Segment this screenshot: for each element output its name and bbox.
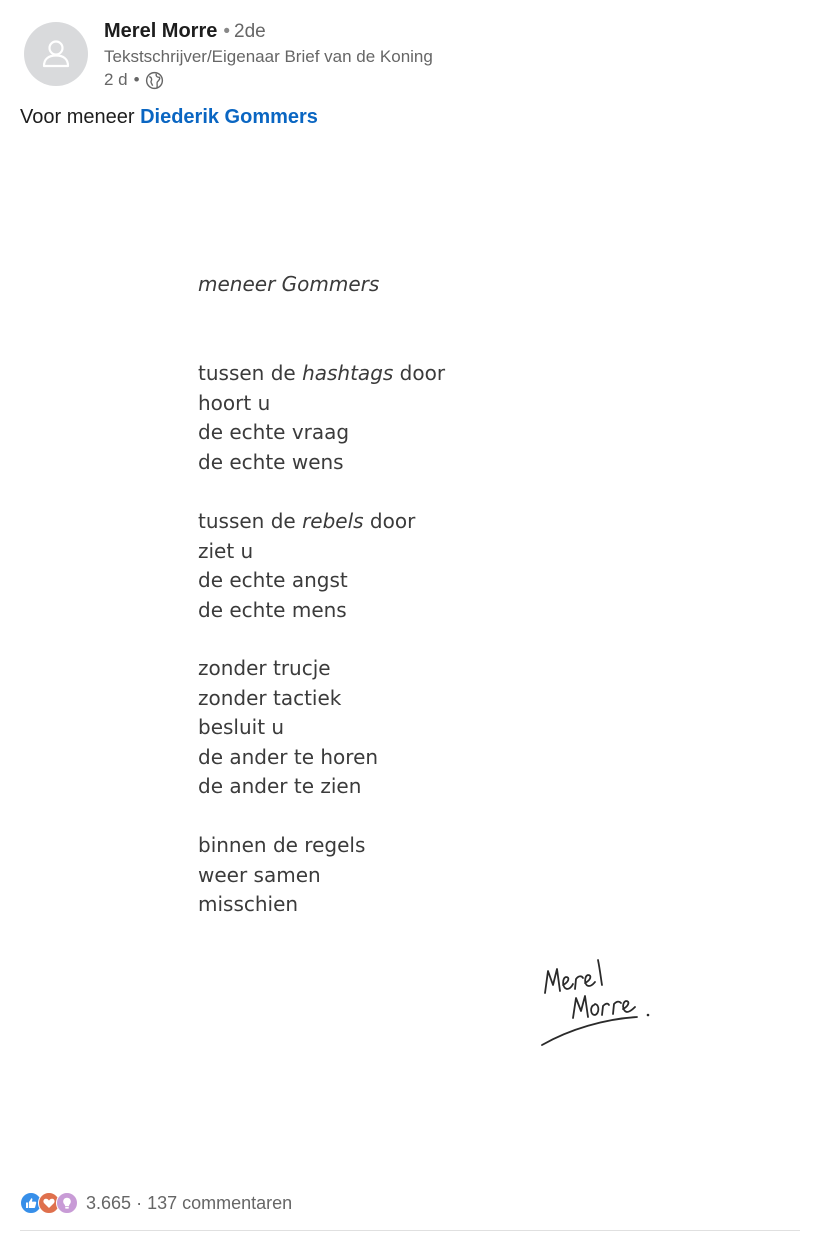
person-placeholder-icon (39, 37, 73, 71)
count-separator: · (136, 1192, 143, 1213)
comments-count[interactable]: 137 commentaren (147, 1192, 293, 1213)
reactions-summary[interactable] (20, 1192, 78, 1214)
avatar[interactable] (24, 22, 88, 86)
poem-line: misschien (198, 892, 299, 917)
post-text (20, 106, 318, 129)
mention-link[interactable]: Diederik Gommers (140, 106, 318, 128)
poem-title: meneer Gommers (198, 272, 380, 296)
poem-stanza-4 (198, 831, 365, 920)
poem-line: hoort u (198, 390, 271, 415)
insightful-icon (56, 1192, 78, 1214)
poem-line: ziet u (198, 538, 254, 563)
globe-icon (145, 71, 164, 90)
connection-degree: • 2de (223, 21, 266, 42)
poem-stanza-1 (198, 359, 445, 477)
poem-line: de echte angst (198, 568, 348, 593)
author-headline: Tekstschrijver/Eigenaar Brief van de Koning (104, 47, 433, 66)
author-name[interactable]: Merel Morre (104, 20, 218, 42)
post-text-prefix: Voor meneer (20, 106, 135, 128)
poem-line: zonder tactiek (198, 685, 342, 710)
poem-line: de ander te zien (198, 774, 362, 799)
author-info (104, 20, 433, 90)
poem-line: tussen de rebels door (198, 509, 416, 533)
poem-line: besluit u (198, 715, 285, 740)
meta-separator: • (133, 70, 140, 89)
poem-line: zonder trucje (198, 656, 331, 680)
poem-image[interactable] (0, 150, 820, 1180)
emphasis: rebels (302, 509, 364, 533)
engagement-counts (86, 1193, 292, 1214)
poem-line: de echte mens (198, 597, 347, 622)
post-time: 2 d (104, 70, 128, 89)
reactions-count[interactable]: 3.665 (86, 1192, 132, 1213)
poem-stanza-2 (198, 507, 415, 625)
emphasis: hashtags (302, 361, 394, 385)
poem-line: de ander te horen (198, 744, 379, 769)
social-counts (20, 1192, 292, 1214)
post-meta (104, 70, 433, 90)
poem-line: de echte vraag (198, 420, 350, 445)
poem-stanza-3 (198, 654, 378, 802)
poem-line: binnen de regels (198, 833, 366, 857)
poem-line: tussen de hashtags door (198, 361, 446, 385)
degree-label: 2de (234, 21, 266, 42)
poem-line: weer samen (198, 862, 321, 887)
divider (20, 1230, 800, 1231)
handwritten-signature (535, 955, 660, 1050)
poem-line: de echte wens (198, 449, 344, 474)
